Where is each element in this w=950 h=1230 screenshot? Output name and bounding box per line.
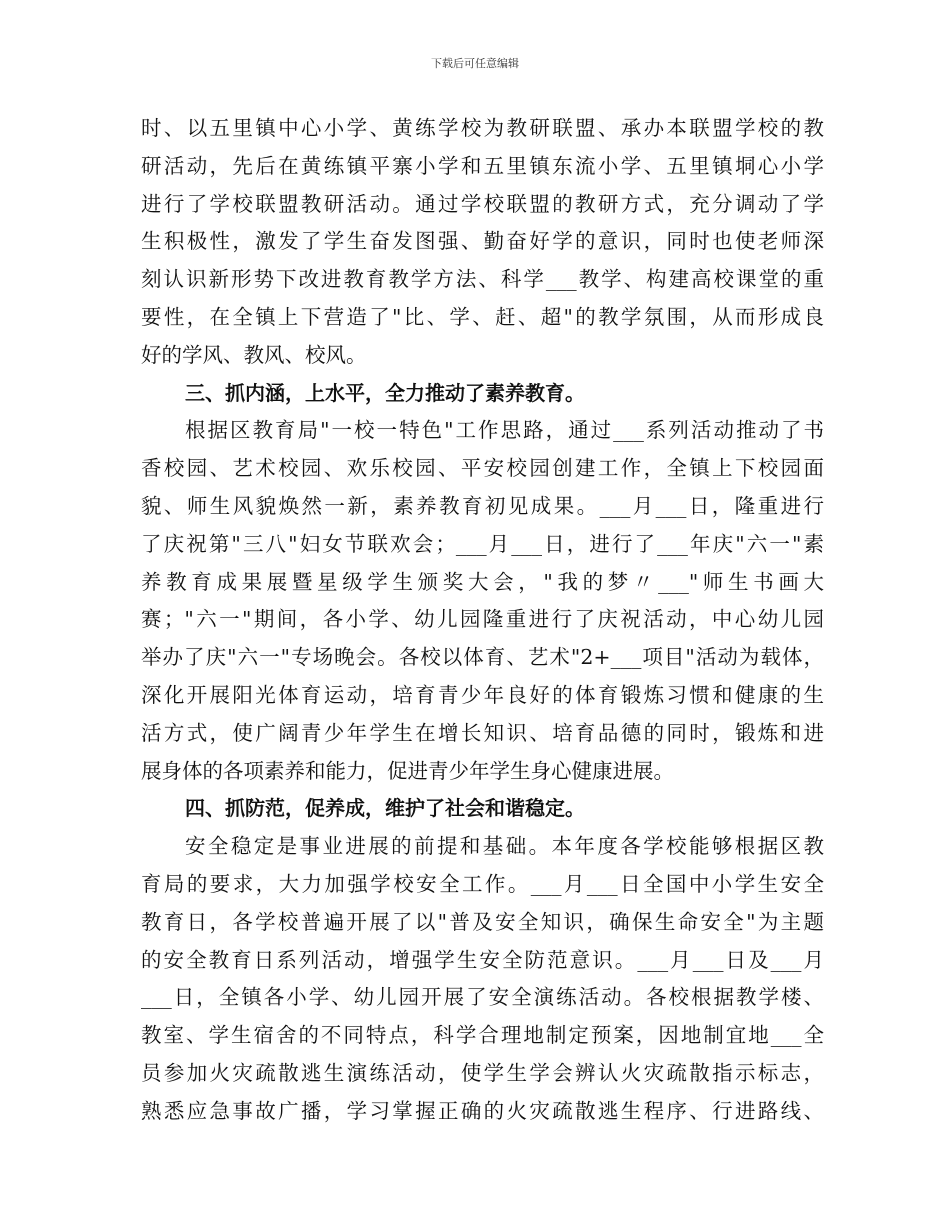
paragraph-line: 香校园、艺术校园、欢乐校园、平安校园创建工作，全镇上下校园面: [141, 456, 824, 481]
paragraph-line: 教室、学生宿舍的不同特点，科学合理地制定预案，因地制宜地___全: [141, 1023, 824, 1048]
section-heading: 四、抓防范，促养成，维护了社会和谐稳定。: [185, 796, 585, 821]
paragraph-line: 好的学风、教风、校风。: [141, 342, 367, 367]
paragraph-line: 员参加火灾疏散逃生演练活动，使学生学会辨认火灾疏散指示标志，: [141, 1060, 824, 1085]
paragraph-line: 时、以五里镇中心小学、黄练学校为教研联盟、承办本联盟学校的教: [141, 116, 824, 140]
paragraph-line: 生积极性，激发了学生奋发图强、勤奋好学的意识，同时也使老师深: [141, 229, 824, 254]
paragraph-line: 教育日，各学校普遍开展了以"普及安全知识，确保生命安全"为主题: [141, 909, 824, 934]
page-header: 下载后可任意编辑: [431, 57, 519, 70]
paragraph-line: 刻认识新形势下改进教育教学方法、科学___教学、构建高校课堂的重: [141, 267, 824, 292]
paragraph-line: 根据区教育局"一校一特色"工作思路，通过___系列活动推动了书: [185, 418, 824, 443]
paragraph-line: ___日，全镇各小学、幼儿园开展了安全演练活动。各校根据教学楼、: [141, 985, 824, 1010]
paragraph-line: 展身体的各项素养和能力，促进青少年学生身心健康进展。: [141, 758, 674, 783]
paragraph-line: 深化开展阳光体育运动，培育青少年良好的体育锻炼习惯和健康的生: [141, 682, 824, 707]
paragraph-line: 育局的要求，大力加强学校安全工作。___月___日全国中小学生安全: [141, 871, 824, 896]
paragraph-line: 举办了庆"六一"专场晚会。各校以体育、艺术"2+___项目"活动为载体，: [141, 645, 824, 670]
paragraph-line: 熟悉应急事故广播，学习掌握正确的火灾疏散逃生程序、行进路线、: [141, 1098, 824, 1123]
paragraph-line: 进行了学校联盟教研活动。通过学校联盟的教研方式，充分调动了学: [141, 191, 824, 216]
section-heading: 三、抓内涵，上水平，全力推动了素养教育。: [185, 380, 585, 405]
paragraph-line: 养教育成果展暨星级学生颁奖大会，"我的梦〃___"师生书画大: [141, 569, 824, 594]
paragraph-line: 安全稳定是事业进展的前提和基础。本年度各学校能够根据区教: [185, 834, 824, 859]
paragraph-line: 赛；"六一"期间，各小学、幼儿园隆重进行了庆祝活动，中心幼儿园: [141, 607, 824, 632]
paragraph-line: 的安全教育日系列活动，增强学生安全防范意识。___月___日及___月: [141, 947, 824, 972]
paragraph-line: 要性，在全镇上下营造了"比、学、赶、超"的教学氛围，从而形成良: [141, 304, 824, 329]
document-body: [141, 110, 824, 1131]
paragraph-line: 貌、师生风貌焕然一新，素养教育初见成果。___月___日，隆重进行: [141, 493, 824, 518]
paragraph-line: 了庆祝第"三八"妇女节联欢会；___月___日，进行了___年庆"六一"素: [141, 531, 824, 556]
paragraph-line: 活方式，使广阔青少年学生在增长知识、培育品德的同时，锻炼和进: [141, 720, 824, 745]
paragraph-line: 研活动，先后在黄练镇平寨小学和五里镇东流小学、五里镇垌心小学: [141, 153, 824, 178]
